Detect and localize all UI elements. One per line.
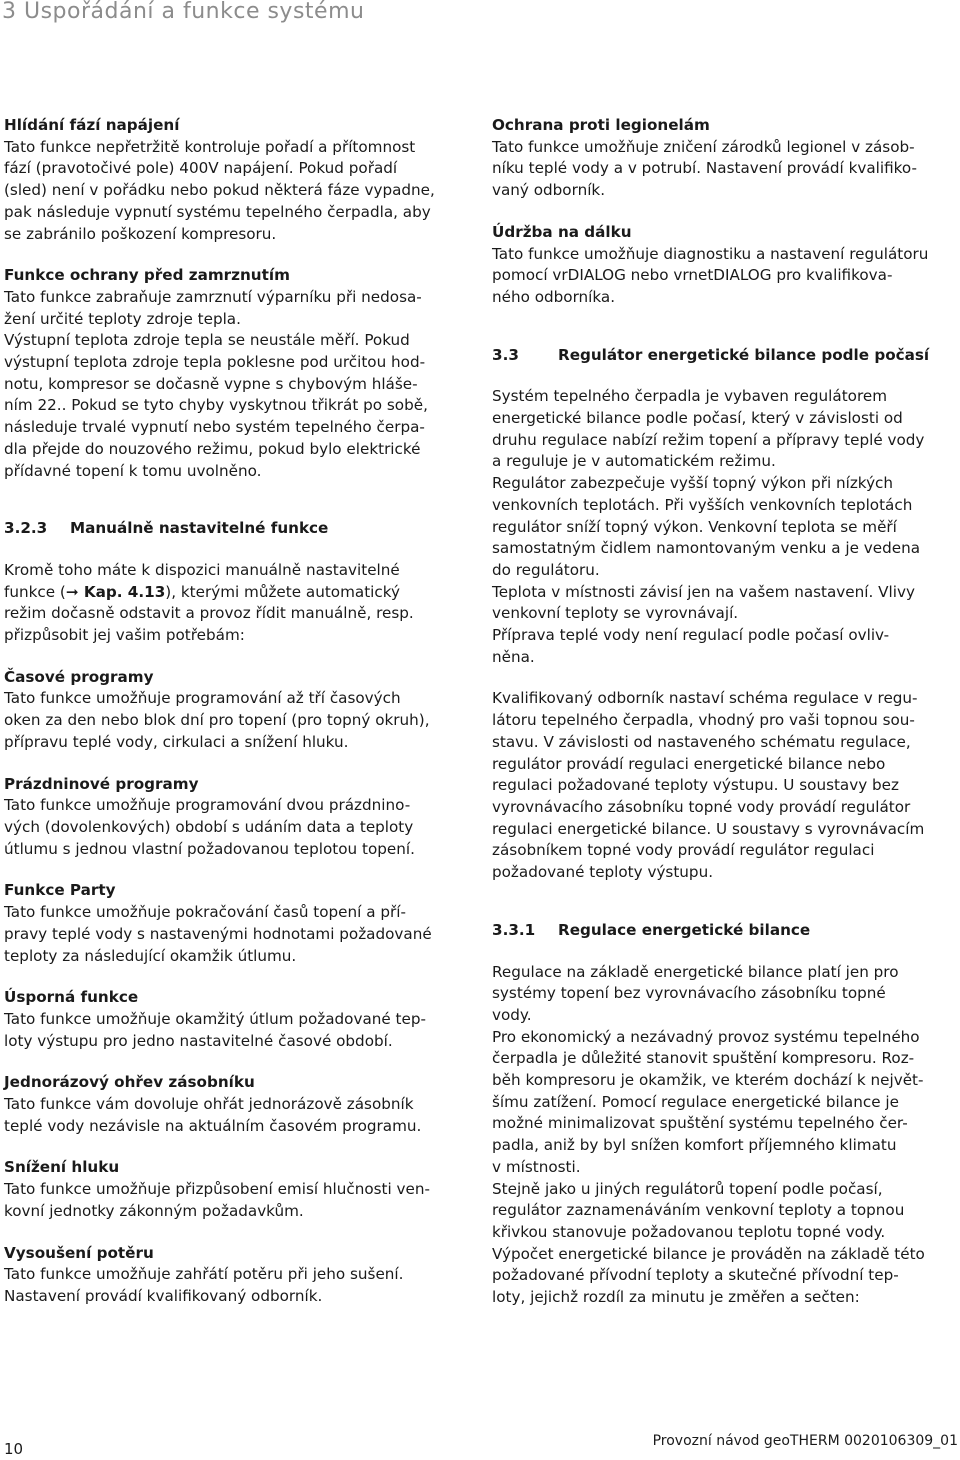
section-text: Tato funkce vám dovoluje ohřát jednorázově zásobník teplé vody nezávisle na aktuálním časovém programu. [4,1095,422,1135]
page-number: 10 [4,1440,24,1458]
section-text: Systém tepelného čerpadla je vybaven regulátorem energetické bilance podle počasí, který v závislosti od druhu regulace nabízí režim topení a přípravy teplé vody a reguluje je v automatickém režimu. Regulátor zabezpečuje vyšší topný výkon při nízkých venkovních teplotách. Při vyšších venkovních teplotách regulátor sníží topný výkon. Venkovní teplota se měří samostatným čidlem namontovaným venku a je vedena do regulátoru. Teplota v místnosti závisí jen na vašem nastavení. Vlivy venkovní teploty se vyrovnávají. Příprava teplé vody není regulací podle počasí ovliv- něna. [492,387,925,666]
text-part: Kromě toho máte k dispozici manuálně nastavitelné funkce ( [4,560,400,601]
chapter-reference: Kap. 4.13 [78,582,166,601]
left-column [4,115,472,1308]
section-text: Tato funkce umožňuje přizpůsobení emisí hlučnosti ven- kovní jednotky zákonným požadavkům. [4,1180,430,1220]
subsection-number: 3.2.3 [4,519,48,538]
section-heading: Ochrana proti legionelám [492,116,710,134]
page-header [0,0,960,28]
section-heading: Hlídání fází napájení [4,116,180,134]
section-text [4,560,472,647]
section-heading: Úsporná funkce [4,988,139,1007]
section-text: Tato funkce nepřetržitě kontroluje pořadí a přítomnost fází (pravotočivé pole) 400V napájení. Pokud pořadí (sled) není v pořádku nebo pokud některá fáze vypadne, pak následuje vypnutí systému tepelného čerpadla, aby se zabránilo poškození kompresoru. [4,137,435,243]
section-text: Tato funkce umožňuje zničení zárodků legionel v zásob- níku teplé vody a v potrubí. Nastavení provádí kvalifiko- vaný odborník. [492,137,917,200]
section-text: Tato funkce umožňuje okamžitý útlum požadované tep- loty výstupu pro jedno nastavitelné časové období. [4,1009,426,1050]
subsection-heading [4,518,472,540]
section-text: Tato funkce umožňuje pokračování časů topení a pří- pravy teplé vody s nastavenými hodnotami požadované teploty za následující okamžik útlumu. [4,903,432,965]
section-text: Tato funkce umožňuje programování až tří časových oken za den nebo blok dní pro topení (pro topný okruh), přípravu teplé vody, cirkulaci a snížení hluku. [4,689,430,751]
section-number: 3.3 [492,345,519,364]
section-text: Tato funkce umožňuje diagnostiku a nastavení regulátoru pomocí vrDIALOG nebo vrnetDIALOG pro kvalifikova- ného odborníka. [492,244,929,306]
section-heading: Funkce ochrany před zamrznutím [4,266,290,285]
subsection-title: Regulace energetické bilance [558,920,811,939]
text-part: ), kterými můžete automatický režim dočasně odstavit a provoz řídit manuálně, resp. přizpůsobit jej vašim potřebám: [4,582,414,645]
subsection-heading [492,920,956,942]
section-heading: Snížení hluku [4,1158,120,1177]
chapter-title: 3 Uspořádání a funkce systému [2,0,365,24]
arrow-right-icon: ➞ [65,582,79,601]
section-text: Tato funkce umožňuje programování dvou prázdnino- vých (dovolenkových) období s udáním data a teploty útlumu s jednou vlastní požadovanou teplotou topení. [4,796,415,858]
section-heading: Údržba na dálku [492,222,632,241]
subsection-title: Manuálně nastavitelné funkce [70,519,329,538]
section-heading: Funkce Party [4,881,116,900]
section-heading: Prázdninové programy [4,774,199,793]
right-column [492,115,956,1309]
section-text: Regulace na základě energetické bilance platí jen pro systémy topení bez vyrovnávacího zásobníku topné vody. Pro ekonomický a nezávadný provoz systému tepelného čerpadla je důležité stanovit spuštění kompresoru. Roz- běh kompresoru je okamžik, ve kterém dochází k největ- šímu zatížení. Pomocí regulace energetické bilance je možné minimalizovat spuštění systému tepelného čer- padla, aniž by byl snížen komfort příjemného klimatu v místnosti. Stejně jako u jiných regulátorů topení podle počasí, regulátor zaznamenáváním venkovní teploty a topnou křivkou stanovuje požadovanou teplotu topné vody. Výpočet energetické bilance je prováděn na základě této požadované přívodní teploty a skutečné přívodní tep- loty, jejichž rozdíl za minutu je změřen a sečten: [492,962,925,1307]
section-number-heading [492,345,956,367]
subsection-number: 3.3.1 [492,920,536,939]
section-heading: Časové programy [4,667,154,686]
section-heading: Vysoušení potěru [4,1243,154,1262]
section-title: Regulátor energetické bilance podle počasí [558,345,930,364]
section-heading: Jednorázový ohřev zásobníku [4,1073,255,1092]
section-text: Tato funkce umožňuje zahřátí potěru při jeho sušení. Nastavení provádí kvalifikovaný odborník. [4,1265,404,1305]
section-text: Tato funkce zabraňuje zamrznutí výparníku při nedosa- žení určité teploty zdroje tepla. Výstupní teplota zdroje tepla se neustále měří. Pokud výstupní teplota zdroje tepla poklesne pod určitou hod- notu, kompresor se dočasně vypne s chybovým hláše- ním 22.. Pokud se tyto chyby vyskytnou třikrát po sobě, následuje trvalé vypnutí nebo systém tepelného čerpa- dla přejde do nouzového režimu, pokud bylo elektrické přídavné topení k tomu uvolněno. [4,287,428,480]
document-label: Provozní návod geoTHERM 0020106309_01 [652,1433,958,1449]
section-text: Kvalifikovaný odborník nastaví schéma regulace v regu- látoru tepelného čerpadla, vhodný pro vaši topnou sou- stavu. V závislosti od nastaveného schématu regulace, regulátor provádí regulaci energetické bilance nebo regulaci požadované teploty výstupu. U soustavy bez vyrovnávacího zásobníku topné vody provádí regulátor regulaci energetické bilance. U soustavy s vyrovnávacím zásobníkem topné vody provádí regulátor regulaci požadované teploty výstupu. [492,689,925,882]
